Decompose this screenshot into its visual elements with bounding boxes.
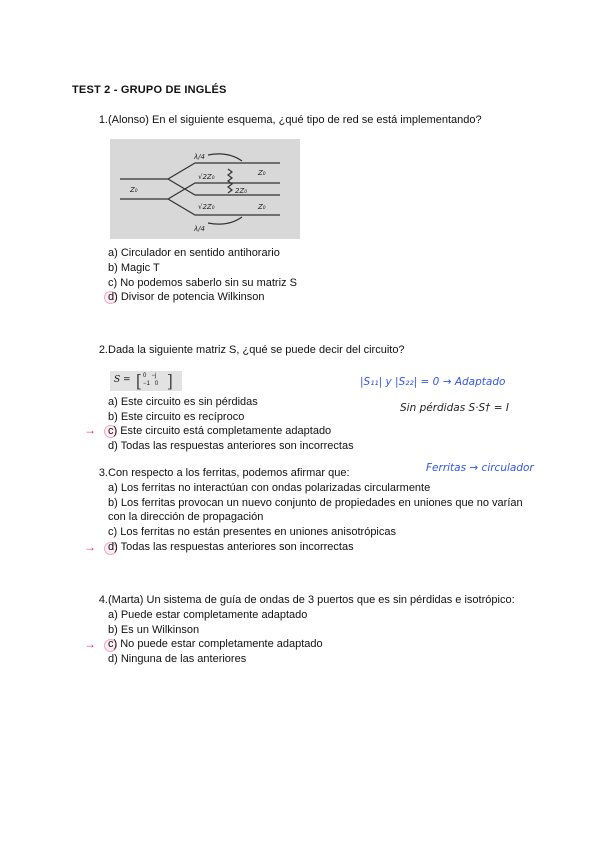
option-q4-b: b) Es un Wilkinson — [108, 624, 200, 636]
option-q3-b-continued: con la dirección de propagación — [108, 511, 264, 523]
question-number: 2. — [98, 344, 108, 356]
diagram-svg — [110, 139, 300, 239]
matrix-label: S = — [114, 375, 131, 385]
matrix-bracket-left-icon: [ — [136, 371, 141, 390]
option-q3-c: c) Los ferritas no están presentes en uniones anisotrópicas — [108, 526, 396, 538]
option-q2-d: d) Todas las respuestas anteriores son incorrectas — [108, 440, 354, 452]
question-number: 3. — [98, 467, 108, 479]
option-q4-d: d) Ninguna de las anteriores — [108, 653, 247, 665]
question-text: (Alonso) En el siguiente esquema, ¿qué tipo de red se está implementando? — [108, 114, 482, 126]
wilkinson-diagram — [110, 139, 300, 239]
option-q1-b: b) Magic T — [108, 262, 160, 274]
diagram-label-port-in: Z₀ — [130, 186, 138, 194]
question-text: Dada la siguiente matriz S, ¿qué se puede decir del circuito? — [108, 344, 405, 356]
handwritten-note-ferritas: Ferritas → circulador — [426, 462, 534, 474]
diagram-label-quarter-top: λ/4 — [194, 153, 205, 161]
option-q4-c: c) No puede estar completamente adaptado — [108, 638, 323, 650]
diagram-label-impedance-bottom: √2Z₀ — [198, 203, 215, 211]
option-q2-b: b) Este circuito es recíproco — [108, 411, 245, 423]
diagram-label-impedance-top: √2Z₀ — [198, 173, 215, 181]
diagram-label-quarter-bottom: λ/4 — [194, 225, 205, 233]
option-q3-a: a) Los ferritas no interactúan con ondas polarizadas circularmente — [108, 482, 431, 494]
answer-arrow-icon-q3: → — [84, 540, 96, 554]
option-q3-b: b) Los ferritas provocan un nuevo conjunto de propiedades en uniones que no varían — [108, 497, 523, 509]
page-title: TEST 2 - GRUPO DE INGLÉS — [72, 84, 227, 96]
question-text: (Marta) Un sistema de guía de ondas de 3 puertos que es sin pérdidas e isotrópico: — [108, 594, 515, 606]
option-q2-c: c) Este circuito está completamente adaptado — [108, 425, 332, 437]
answer-arrow-icon-q2: → — [84, 423, 96, 437]
diagram-label-port-2: Z₀ — [258, 169, 266, 177]
question-number: 4. — [98, 594, 108, 606]
diagram-label-resistor: 2Z₀ — [235, 187, 248, 195]
option-q1-a: a) Circulador en sentido antihorario — [108, 247, 280, 259]
option-q1-d: d) Divisor de potencia Wilkinson — [108, 291, 265, 303]
diagram-label-port-3: Z₀ — [258, 203, 266, 211]
question-text: Con respecto a los ferritas, podemos afirmar que: — [108, 467, 350, 479]
handwritten-note-sin-perdidas: Sin pérdidas S·S† = I — [400, 402, 509, 414]
question-number: 1. — [98, 114, 108, 126]
option-q3-d: d) Todas las respuestas anteriores son incorrectas — [108, 541, 354, 553]
option-q1-c: c) No podemos saberlo sin su matriz S — [108, 277, 297, 289]
matrix-bracket-right-icon: ] — [168, 371, 173, 390]
matrix-row-2: −1 0 — [143, 381, 159, 387]
answer-arrow-icon-q4: → — [84, 637, 96, 651]
option-q4-a: a) Puede estar completamente adaptado — [108, 609, 308, 621]
matrix-row-1: 0 −j — [143, 373, 157, 379]
s-matrix-image — [110, 371, 182, 391]
handwritten-note-adaptado: |S₁₁| y |S₂₂| = 0 → Adaptado — [360, 376, 506, 388]
option-q2-a: a) Este circuito es sin pérdidas — [108, 396, 258, 408]
